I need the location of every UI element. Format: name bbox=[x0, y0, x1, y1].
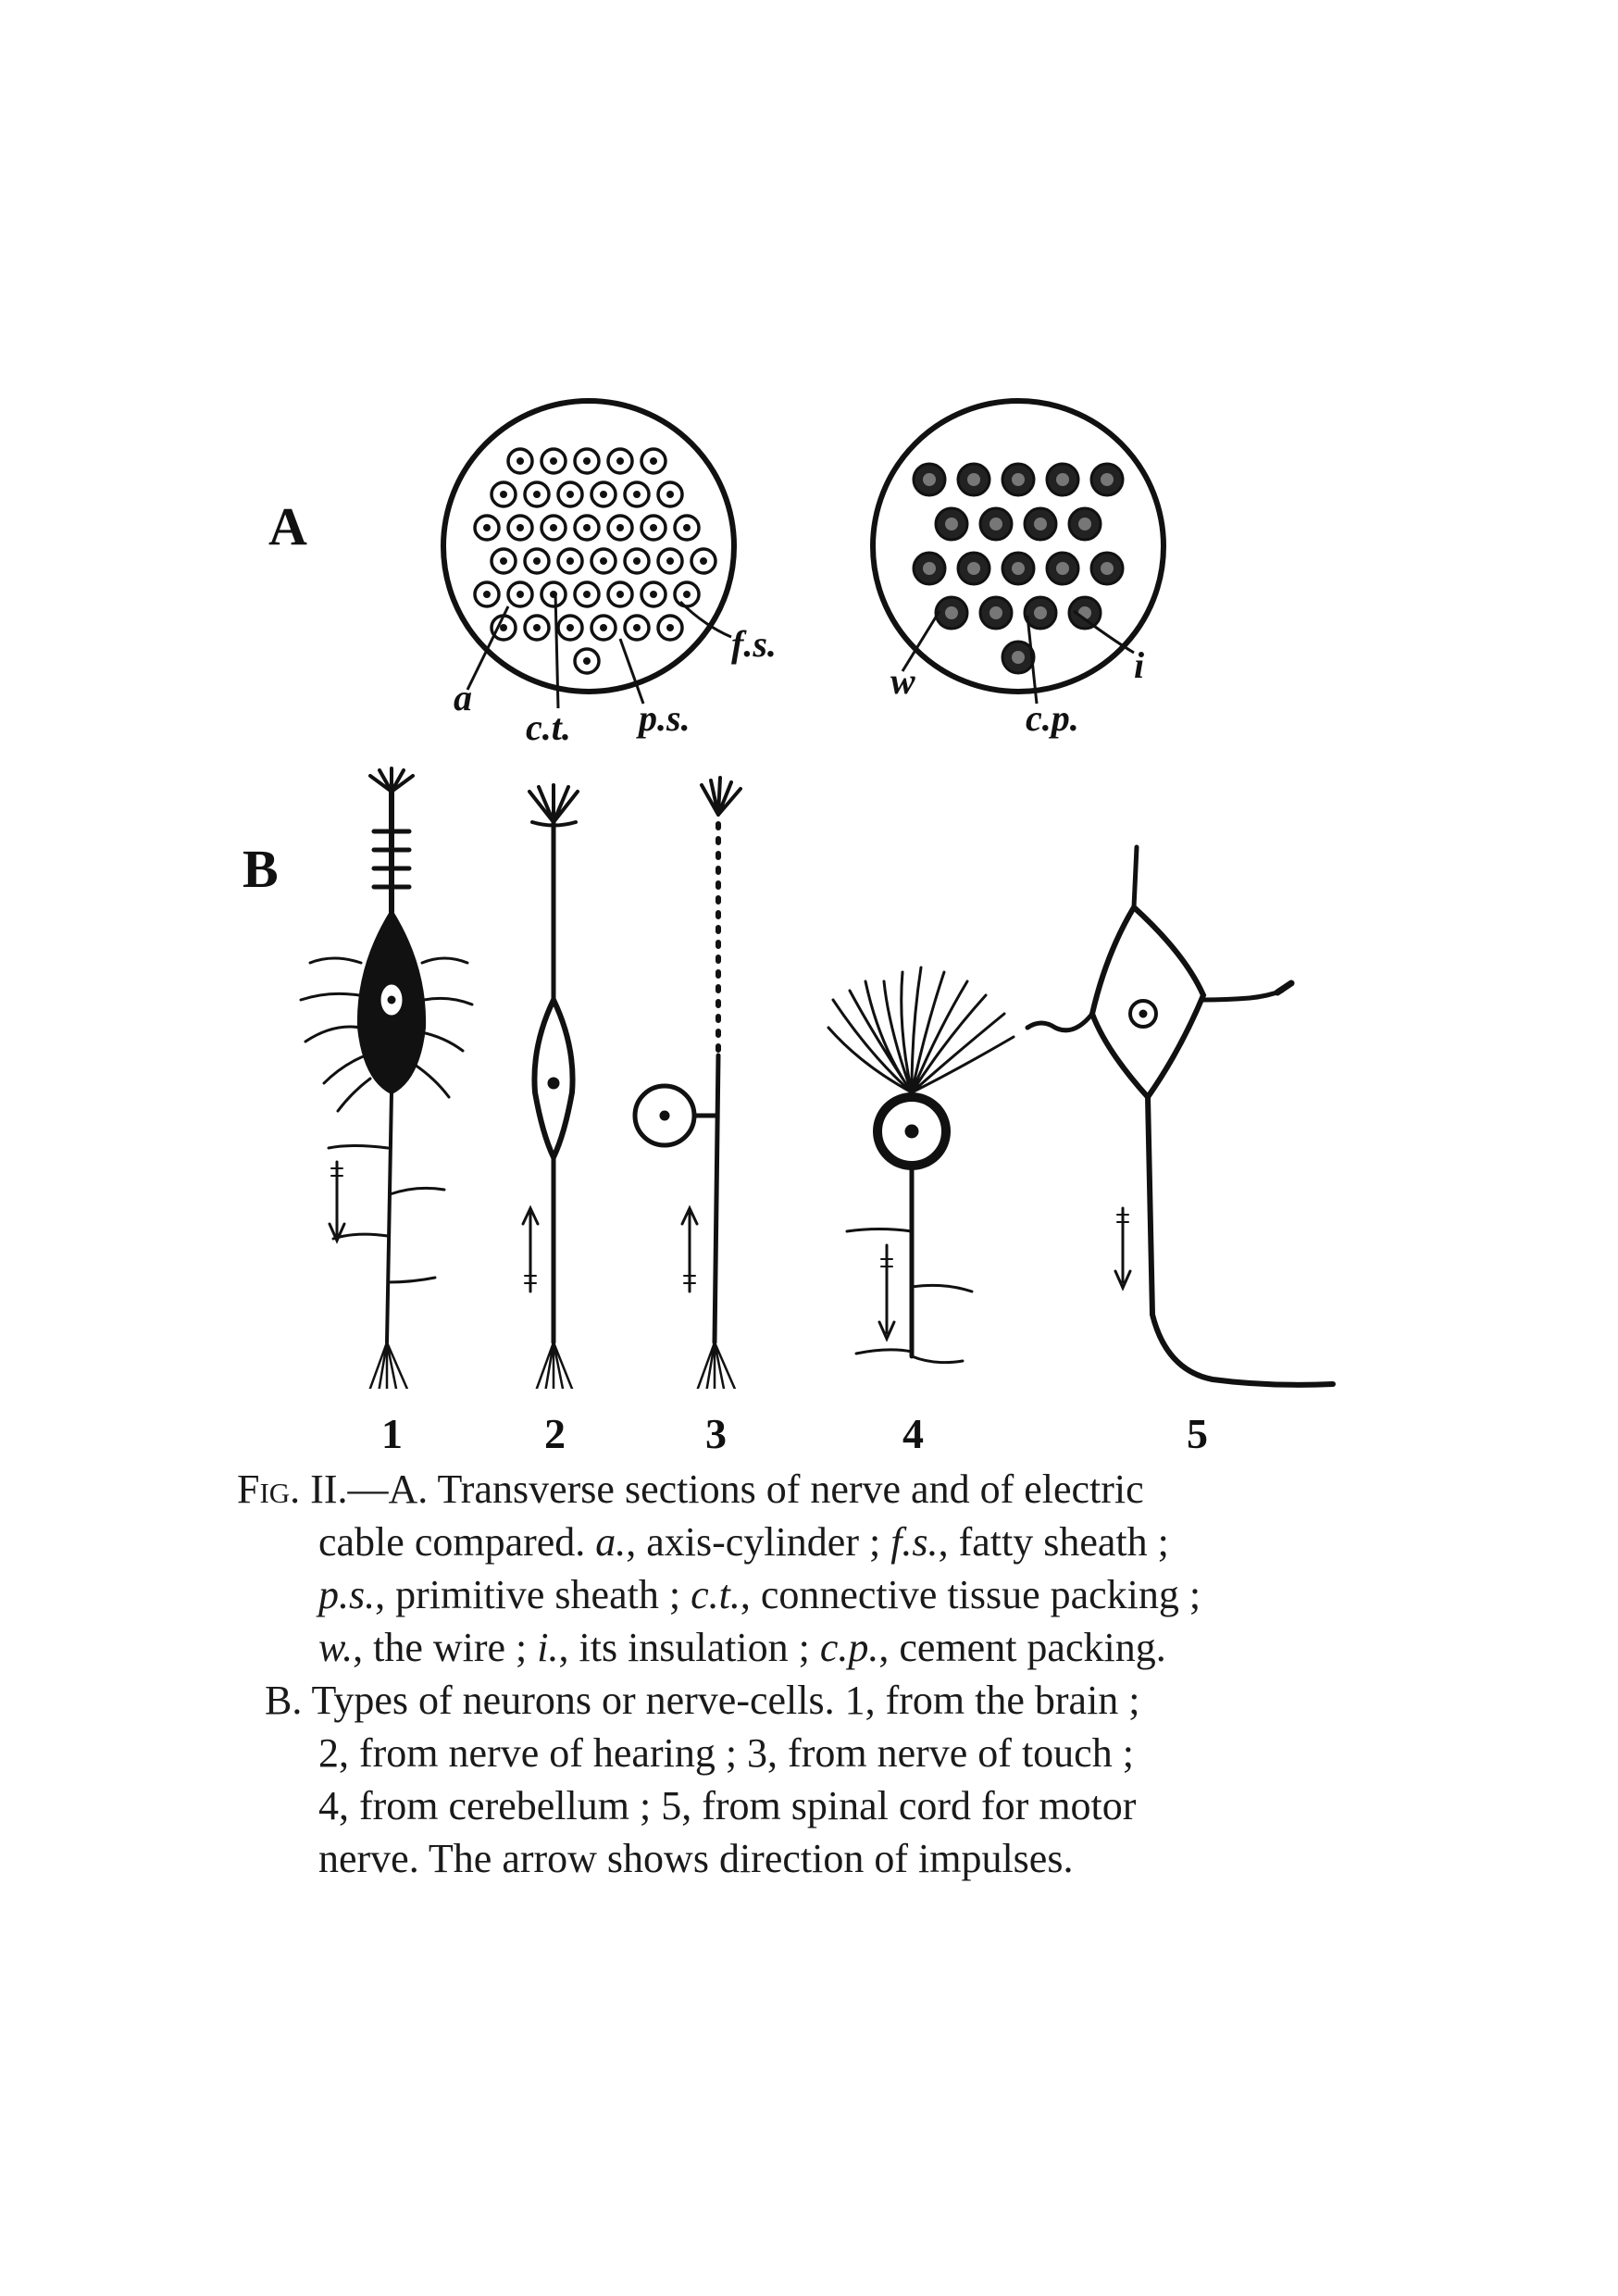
label-insulation: i bbox=[1134, 644, 1145, 686]
nerve-fibre bbox=[508, 516, 532, 540]
caption-line-3 bbox=[237, 1568, 1375, 1621]
panel-label-b: B bbox=[243, 839, 279, 899]
nerve-fibre bbox=[575, 516, 599, 540]
label-axis-cylinder: a bbox=[454, 677, 472, 718]
caption-line-7: 4, from cerebellum ; 5, from spinal cord for motor bbox=[318, 1783, 1137, 1828]
caption-abbr: a. bbox=[595, 1519, 627, 1565]
caption-abbr: i. bbox=[537, 1625, 559, 1670]
cable-wire bbox=[958, 553, 989, 584]
cable-wire bbox=[1047, 464, 1078, 495]
nerve-fibre bbox=[658, 482, 682, 506]
cable-wire bbox=[1069, 597, 1101, 629]
neuron-3 bbox=[635, 778, 741, 1389]
nerve-fibre bbox=[558, 549, 582, 573]
nerve-fibre bbox=[525, 482, 549, 506]
neuron-2 bbox=[523, 785, 578, 1389]
caption-abbr: p.s. bbox=[318, 1572, 376, 1617]
neuron-5 bbox=[1027, 847, 1333, 1385]
cable-wire bbox=[1025, 508, 1056, 540]
caption-figure-number: Fig. II.—A. bbox=[237, 1466, 429, 1512]
cable-wire bbox=[1002, 464, 1034, 495]
nerve-fibre bbox=[575, 649, 599, 673]
caption-abbr: f.s. bbox=[890, 1519, 939, 1565]
neuron-number-5: 5 bbox=[1187, 1410, 1208, 1457]
nerve-fibre bbox=[625, 616, 649, 640]
nerve-fibre bbox=[525, 549, 549, 573]
neuron-number-3: 3 bbox=[705, 1410, 727, 1457]
nerve-fibre bbox=[591, 549, 616, 573]
neuron-number-4: 4 bbox=[902, 1410, 924, 1457]
nerve-cross-section bbox=[443, 401, 734, 708]
cable-wire bbox=[980, 508, 1012, 540]
caption-line-6: 2, from nerve of hearing ; 3, from nerve of touch ; bbox=[318, 1730, 1134, 1776]
neuron-4 bbox=[828, 967, 1014, 1363]
cable-wire bbox=[1091, 553, 1123, 584]
nerve-fibre bbox=[625, 482, 649, 506]
nerve-fibre bbox=[541, 516, 566, 540]
nerve-fibre bbox=[691, 549, 716, 573]
caption-text: , axis-cylinder ; bbox=[626, 1519, 891, 1565]
nerve-fibre bbox=[541, 582, 566, 606]
nerve-fibre bbox=[558, 616, 582, 640]
panel-label-a: A bbox=[268, 496, 307, 556]
nerve-fibre bbox=[641, 516, 666, 540]
cable-wire bbox=[914, 553, 945, 584]
caption-abbr: w. bbox=[318, 1625, 354, 1670]
label-primitive-sheath: p.s. bbox=[639, 697, 691, 739]
nerve-fibre bbox=[675, 516, 699, 540]
label-wire: w bbox=[890, 660, 915, 702]
caption-text: , cement packing. bbox=[878, 1625, 1166, 1670]
caption-abbr: c.p. bbox=[819, 1625, 879, 1670]
figure-caption bbox=[237, 1463, 1375, 1885]
nerve-fibre bbox=[658, 549, 682, 573]
cable-wire bbox=[980, 597, 1012, 629]
nerve-fibre bbox=[541, 449, 566, 473]
nerve-fibre bbox=[608, 449, 632, 473]
nerve-fibre bbox=[608, 582, 632, 606]
nerve-fibre bbox=[475, 516, 499, 540]
caption-line-8: nerve. The arrow shows direction of impulses. bbox=[318, 1836, 1074, 1881]
cable-wire bbox=[914, 464, 945, 495]
neuron-1 bbox=[301, 768, 472, 1389]
caption-text: cable compared. bbox=[318, 1519, 596, 1565]
caption-line-2 bbox=[237, 1516, 1375, 1568]
nerve-fibre bbox=[658, 616, 682, 640]
caption-abbr: c.t. bbox=[691, 1572, 741, 1617]
nerve-fibre bbox=[575, 449, 599, 473]
cable-wire bbox=[1069, 508, 1101, 540]
nerve-fibre bbox=[608, 516, 632, 540]
caption-text: , primitive sheath ; bbox=[375, 1572, 691, 1617]
nerve-fibre bbox=[475, 582, 499, 606]
label-fatty-sheath: f.s. bbox=[731, 623, 777, 665]
nerve-fibre bbox=[625, 549, 649, 573]
cable-wire bbox=[1091, 464, 1123, 495]
nerve-fibre bbox=[525, 616, 549, 640]
nerve-fibre bbox=[575, 582, 599, 606]
caption-text: , the wire ; bbox=[353, 1625, 538, 1670]
neuron-number-1: 1 bbox=[381, 1410, 403, 1457]
nerve-fibre bbox=[641, 582, 666, 606]
nerve-fibre bbox=[675, 582, 699, 606]
nerve-fibre bbox=[591, 616, 616, 640]
nerve-fibre bbox=[558, 482, 582, 506]
cable-wire bbox=[1002, 642, 1034, 673]
cable-cross-section bbox=[873, 401, 1164, 704]
caption-line-5: B. Types of neurons or nerve-cells. 1, from the brain ; bbox=[265, 1678, 1140, 1723]
nerve-fibre bbox=[591, 482, 616, 506]
caption-text: , fatty sheath ; bbox=[938, 1519, 1169, 1565]
caption-text: Transverse sections of nerve and of electric bbox=[428, 1466, 1144, 1512]
cable-wire bbox=[936, 597, 967, 629]
nerve-fibre bbox=[508, 449, 532, 473]
caption-text: , its insulation ; bbox=[558, 1625, 820, 1670]
caption-text: , connective tissue packing ; bbox=[740, 1572, 1201, 1617]
label-cement-packing: c.p. bbox=[1026, 697, 1079, 739]
cable-wire bbox=[1002, 553, 1034, 584]
nerve-fibre bbox=[508, 582, 532, 606]
cable-wire bbox=[1047, 553, 1078, 584]
nerve-fibres bbox=[475, 449, 716, 673]
cable-wire bbox=[936, 508, 967, 540]
caption-line-4 bbox=[237, 1621, 1375, 1674]
neuron-number-2: 2 bbox=[544, 1410, 566, 1457]
nerve-fibre bbox=[641, 449, 666, 473]
cable-wire bbox=[958, 464, 989, 495]
nerve-fibre bbox=[492, 549, 516, 573]
caption-line-1 bbox=[237, 1463, 1375, 1516]
label-connective-tissue: c.t. bbox=[526, 706, 571, 748]
nerve-fibre bbox=[492, 482, 516, 506]
cable-wires bbox=[914, 464, 1123, 673]
